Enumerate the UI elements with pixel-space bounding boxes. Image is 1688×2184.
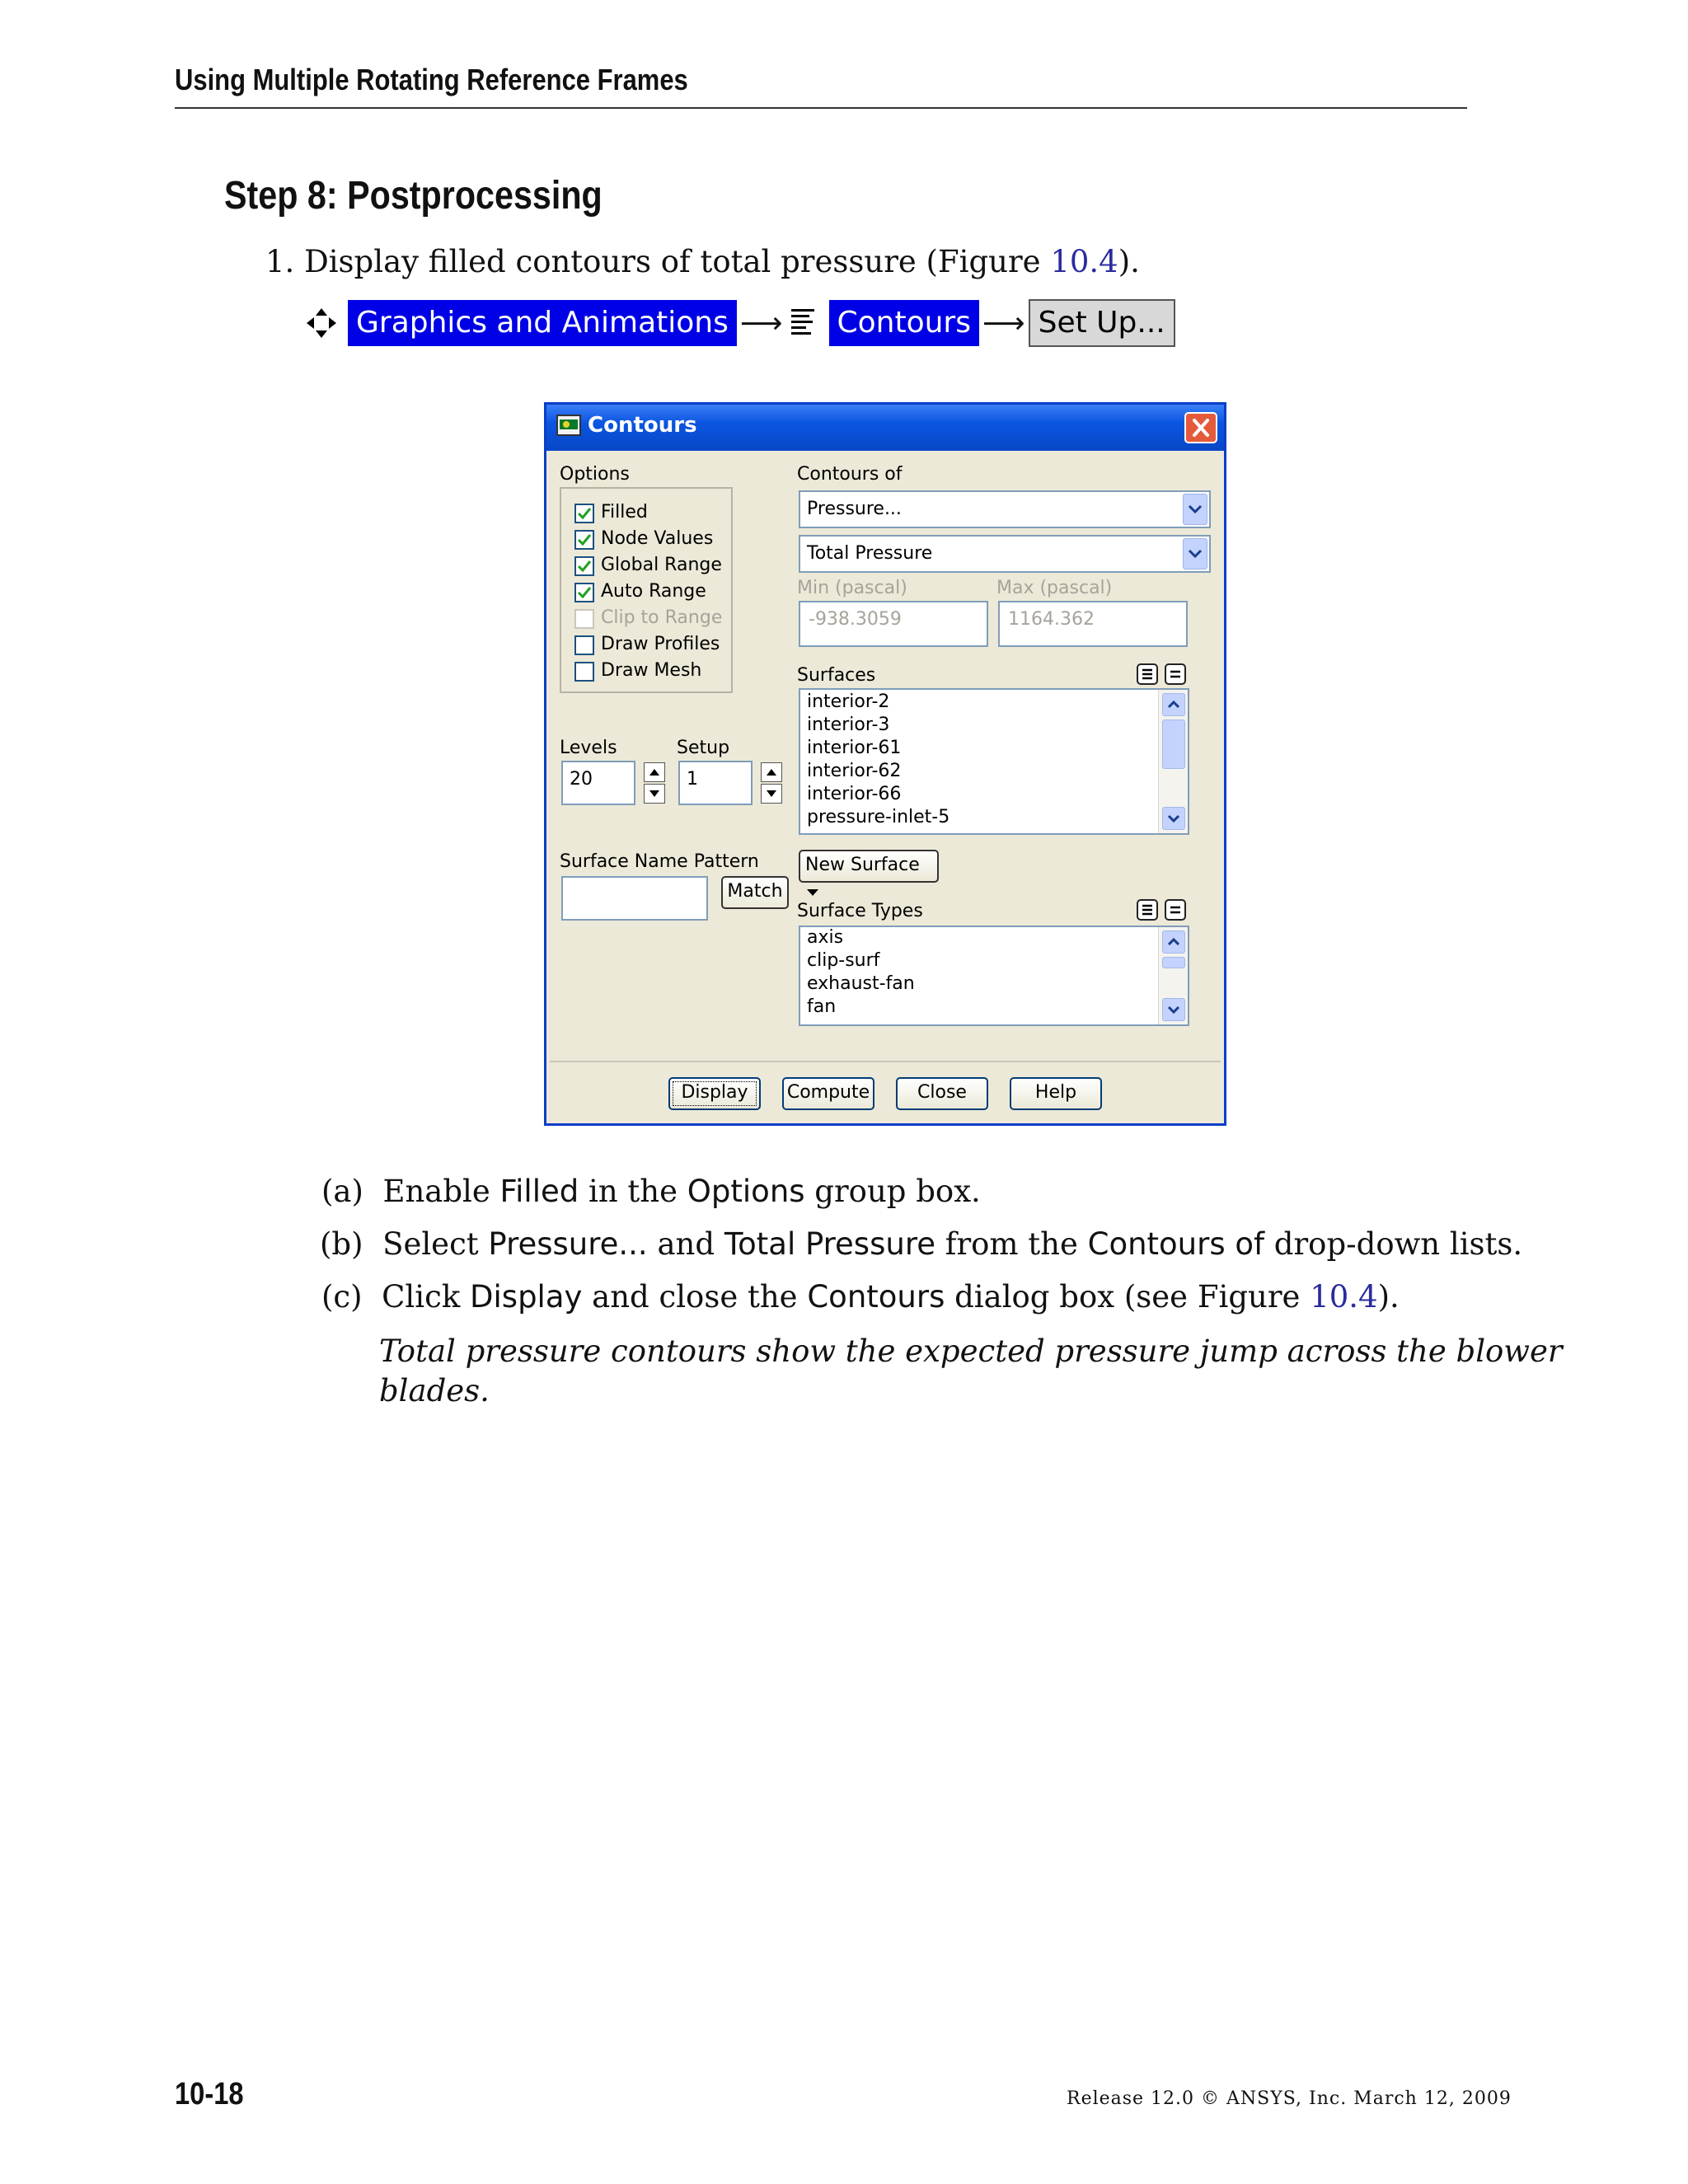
graphics-animations-menu[interactable]: Graphics and Animations xyxy=(348,300,737,346)
note-line-1: Total pressure contours show the expected pressure jump across the blower xyxy=(379,1333,1563,1369)
list-item[interactable]: interior-2 xyxy=(807,691,890,712)
step-title: Step 8: Postprocessing xyxy=(224,174,603,218)
levels-down-button[interactable] xyxy=(644,784,665,804)
scroll-up-button[interactable] xyxy=(1162,693,1185,716)
levels-value: 20 xyxy=(570,769,593,790)
levels-field[interactable] xyxy=(561,761,635,805)
step-c-text xyxy=(382,1279,1400,1315)
min-field[interactable] xyxy=(799,601,988,647)
surfaces-scrollbar[interactable] xyxy=(1158,690,1189,833)
ui-term: Pressure... xyxy=(488,1226,648,1262)
contours-sub-value: Total Pressure xyxy=(807,543,933,564)
list-item[interactable]: interior-62 xyxy=(807,761,902,781)
text: drop-down lists. xyxy=(1264,1226,1523,1262)
max-value: 1164.362 xyxy=(1008,609,1095,630)
text: dialog box (see Figure xyxy=(945,1279,1311,1315)
check-icon xyxy=(576,558,593,574)
setup-button[interactable]: Set Up... xyxy=(1029,299,1175,347)
figure-link[interactable]: 10.4 xyxy=(1050,244,1118,279)
contours-of-value: Pressure... xyxy=(807,499,902,519)
draw-mesh-checkbox[interactable] xyxy=(574,662,594,682)
list-item[interactable]: interior-61 xyxy=(807,738,902,758)
chevron-down-icon xyxy=(1163,808,1184,829)
figure-link[interactable]: 10.4 xyxy=(1310,1279,1378,1315)
draw-profiles-label: Draw Profiles xyxy=(601,634,720,654)
node-values-checkbox[interactable] xyxy=(574,530,594,550)
dropdown-button[interactable] xyxy=(1183,494,1207,525)
min-label: Min (pascal) xyxy=(797,578,907,598)
arrow-up-icon xyxy=(645,763,664,781)
chevron-up-icon xyxy=(1163,694,1184,715)
step-b-label: (b) xyxy=(320,1226,363,1262)
contours-sub-select[interactable] xyxy=(799,535,1211,573)
move-arrows-icon xyxy=(305,307,338,340)
list-item[interactable]: pressure-inlet-5 xyxy=(807,807,950,827)
global-range-label: Global Range xyxy=(601,555,722,575)
surfaces-label: Surfaces xyxy=(797,665,876,686)
node-values-label: Node Values xyxy=(601,528,714,549)
text: in the xyxy=(579,1174,687,1209)
compute-button[interactable]: Compute xyxy=(782,1077,874,1110)
chevron-down-icon xyxy=(1184,539,1207,569)
new-surface-button[interactable] xyxy=(799,850,939,883)
ui-term: Contours of xyxy=(1087,1226,1265,1262)
deselect-all-icon[interactable] xyxy=(1165,899,1186,921)
step-c xyxy=(321,1279,1400,1315)
step-b xyxy=(320,1226,1522,1262)
ui-term: Options xyxy=(687,1174,805,1209)
step-c-label: (c) xyxy=(321,1279,363,1315)
menu-path xyxy=(305,298,1175,348)
setup-up-button[interactable] xyxy=(761,762,782,782)
caret-down-icon xyxy=(805,887,820,898)
text: Click xyxy=(382,1279,471,1315)
auto-range-label: Auto Range xyxy=(601,581,706,602)
scroll-down-button[interactable] xyxy=(1162,998,1185,1021)
surface-types-scrollbar[interactable] xyxy=(1158,927,1189,1024)
close-icon xyxy=(1186,414,1216,442)
text: and xyxy=(647,1226,724,1262)
close-window-button[interactable] xyxy=(1184,412,1217,443)
ui-term: Contours xyxy=(807,1279,945,1315)
global-range-checkbox[interactable] xyxy=(574,556,594,576)
step-a-text xyxy=(382,1174,980,1209)
list-item[interactable]: fan xyxy=(807,996,837,1017)
display-button[interactable]: Display xyxy=(668,1077,761,1110)
surface-types-label: Surface Types xyxy=(797,901,923,921)
setup-label: Setup xyxy=(677,738,730,758)
running-head: Using Multiple Rotating Reference Frames xyxy=(175,63,688,96)
text: from the xyxy=(935,1226,1088,1262)
pattern-input[interactable] xyxy=(561,876,708,921)
select-all-icon[interactable] xyxy=(1137,663,1158,685)
release-info: Release 12.0 © ANSYS, Inc. March 12, 2009 xyxy=(1067,2088,1512,2109)
item-1-end: ). xyxy=(1118,244,1140,279)
list-item[interactable]: interior-3 xyxy=(807,715,890,735)
header-rule xyxy=(175,107,1467,109)
deselect-all-icon[interactable] xyxy=(1165,663,1186,685)
scroll-up-button[interactable] xyxy=(1162,930,1185,954)
scroll-thumb[interactable] xyxy=(1162,719,1185,769)
draw-mesh-label: Draw Mesh xyxy=(601,660,702,681)
text: group box. xyxy=(804,1174,981,1209)
clip-to-range-checkbox[interactable] xyxy=(574,609,594,629)
surface-types-list[interactable] xyxy=(799,926,1189,1026)
select-all-icon[interactable] xyxy=(1137,899,1158,921)
chevron-up-icon xyxy=(1163,931,1184,953)
chevron-down-icon xyxy=(1184,494,1207,524)
dropdown-button[interactable] xyxy=(1183,538,1207,569)
contours-menu-item[interactable]: Contours xyxy=(829,300,980,346)
item-1-text xyxy=(265,244,1140,279)
step-a-label: (a) xyxy=(321,1174,363,1209)
scroll-down-button[interactable] xyxy=(1162,807,1185,830)
arrow-up-icon xyxy=(762,763,781,781)
options-label: Options xyxy=(560,464,630,485)
setup-value: 1 xyxy=(687,769,698,790)
levels-label: Levels xyxy=(560,738,617,758)
ui-term: Display xyxy=(470,1279,583,1315)
pattern-label: Surface Name Pattern xyxy=(560,851,759,872)
match-button[interactable]: Match xyxy=(721,876,789,909)
surfaces-list[interactable] xyxy=(799,688,1189,835)
close-button[interactable]: Close xyxy=(896,1077,988,1110)
note-line-2: blades. xyxy=(379,1373,490,1408)
step-b-text xyxy=(382,1226,1522,1262)
setup-field[interactable] xyxy=(678,761,753,805)
list-item[interactable]: interior-66 xyxy=(807,784,902,804)
help-button[interactable]: Help xyxy=(1010,1077,1102,1110)
levels-up-button[interactable] xyxy=(644,762,665,782)
page-number: 10-18 xyxy=(175,2077,244,2111)
new-surface-label: New Surface xyxy=(805,855,920,875)
filled-checkbox[interactable] xyxy=(574,504,594,523)
clip-to-range-label: Clip to Range xyxy=(601,607,723,628)
path-arrow: ⟶ xyxy=(982,306,1025,340)
arrow-down-icon xyxy=(762,785,781,803)
contours-dialog xyxy=(544,402,1226,1126)
contours-of-label: Contours of xyxy=(797,464,903,485)
text: ). xyxy=(1377,1279,1400,1315)
contours-of-select[interactable] xyxy=(799,490,1211,528)
auto-range-checkbox[interactable] xyxy=(574,583,594,602)
scroll-thumb[interactable] xyxy=(1162,957,1185,968)
draw-profiles-checkbox[interactable] xyxy=(574,635,594,655)
list-item[interactable]: axis xyxy=(807,927,844,948)
text: and close the xyxy=(582,1279,808,1315)
max-label: Max (pascal) xyxy=(996,578,1113,598)
check-icon xyxy=(576,532,593,548)
path-arrow: ⟶ xyxy=(739,306,783,340)
step-a xyxy=(321,1174,981,1209)
check-icon xyxy=(576,505,593,522)
min-value: -938.3059 xyxy=(809,609,902,630)
setup-down-button[interactable] xyxy=(761,784,782,804)
ui-term: Filled xyxy=(499,1174,579,1209)
filled-label: Filled xyxy=(601,502,648,523)
item-1-body: 1. Display filled contours of total pressure (Figure xyxy=(265,244,1051,279)
button-bar-divider xyxy=(550,1061,1221,1062)
chevron-down-icon xyxy=(1163,999,1184,1020)
text: Enable xyxy=(382,1174,500,1209)
ui-term: Total Pressure xyxy=(724,1226,935,1262)
arrow-down-icon xyxy=(645,785,664,803)
contours-list-icon xyxy=(790,307,818,340)
text: Select xyxy=(382,1226,489,1262)
list-item[interactable]: clip-surf xyxy=(807,950,880,971)
app-icon xyxy=(556,415,581,436)
check-icon xyxy=(576,584,593,601)
dialog-title: Contours xyxy=(588,413,697,438)
max-field[interactable] xyxy=(998,601,1188,647)
list-item[interactable]: exhaust-fan xyxy=(807,973,915,994)
